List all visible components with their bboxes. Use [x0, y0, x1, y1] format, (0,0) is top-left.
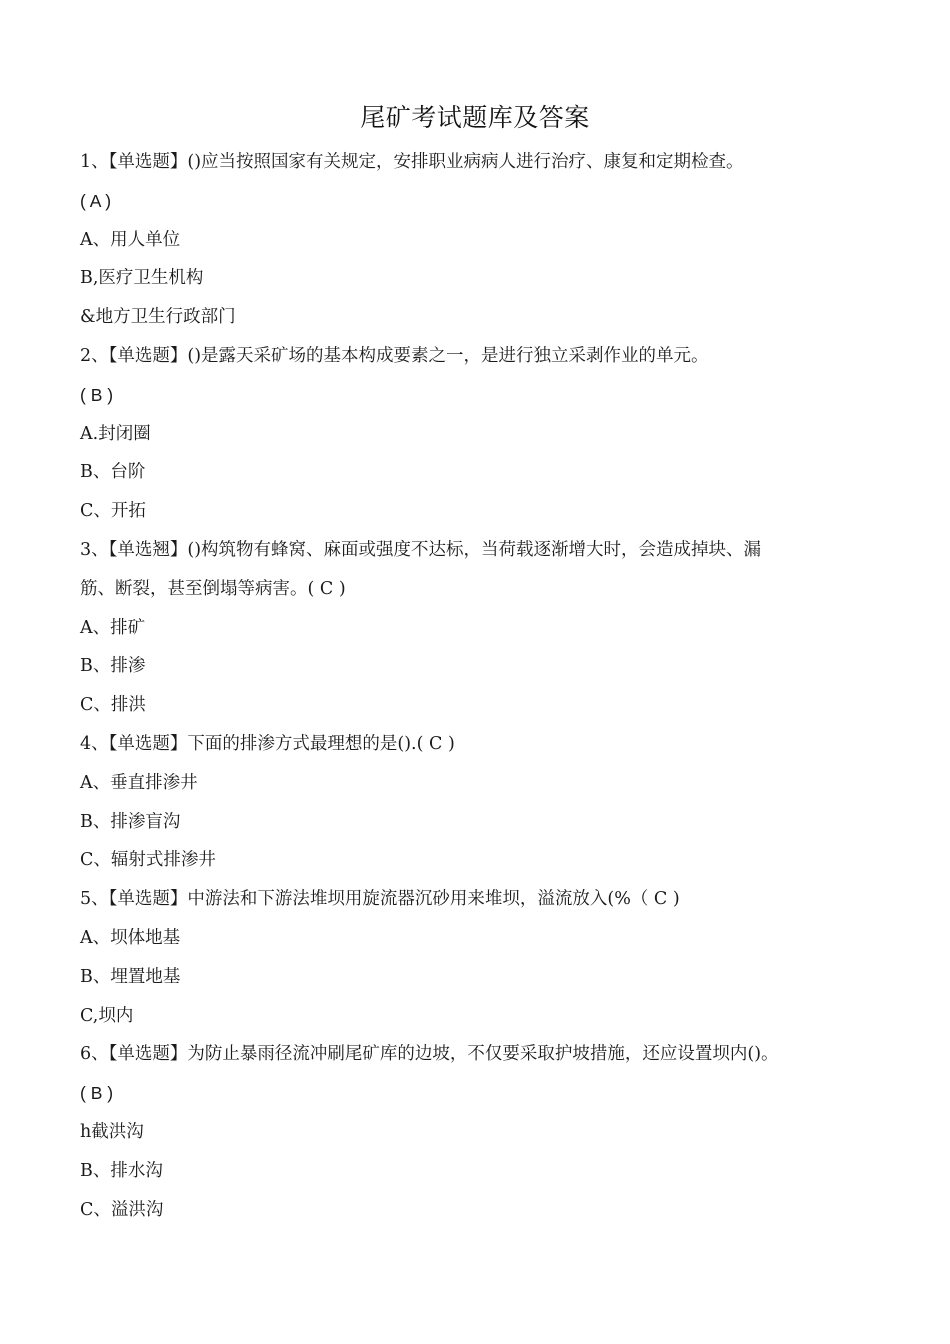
question-4-stem: 4、【单选题】下面的排渗方式最理想的是().( C ): [80, 733, 455, 754]
question-1-option-b: B,医疗卫生机构: [80, 268, 204, 289]
question-2-option-b: B、台阶: [80, 462, 146, 483]
question-1-answer: ( A ): [80, 190, 112, 211]
question-6-option-c: C、溢洪沟: [80, 1199, 164, 1220]
question-5-option-a: A、坝体地基: [80, 927, 181, 948]
question-4-option-c: C、辐射式排渗井: [80, 850, 216, 871]
question-1-option-c: &地方卫生行政部门: [80, 307, 236, 328]
question-5-option-b: B、埋置地基: [80, 966, 181, 987]
question-6-stem: 6、【单选题】为防止暴雨径流冲刷尾矿库的边坡，不仅要采取护坡措施，还应设置坝内()。: [80, 1044, 779, 1065]
question-6-option-b: B、排水沟: [80, 1160, 163, 1181]
question-1-option-a: A、用人单位: [80, 229, 181, 250]
question-6-answer: ( B ): [80, 1083, 114, 1104]
question-5-option-c: C,坝内: [80, 1005, 134, 1026]
question-2-option-c: C、开拓: [80, 501, 146, 522]
question-list: [80, 143, 880, 1229]
question-3-stem: 3、【单选翘】()构筑物有蜂窝、麻面或强度不达标，当荷载逐渐增大时，会造成掉块、漏: [80, 539, 762, 560]
question-2-stem: 2、【单选题】()是露天采矿场的基本构成要素之一，是进行独立采剥作业的单元。: [80, 345, 709, 366]
question-4-option-a: A、垂直排渗井: [80, 772, 198, 793]
question-4-option-b: B、排渗盲沟: [80, 811, 181, 832]
question-3-option-c: C、排洪: [80, 695, 146, 716]
question-2-answer: ( B ): [80, 384, 114, 405]
question-6-option-a: h截洪沟: [80, 1121, 144, 1142]
question-2-option-a: A.封闭圈: [80, 423, 151, 444]
question-3-stem-continued: 筋、断裂，甚至倒塌等病害。( C ): [80, 578, 346, 599]
question-1-stem: 1、【单选题】()应当按照国家有关规定，安排职业病病人进行治疗、康复和定期检查。: [80, 152, 744, 172]
question-5-stem: 5、【单选题】中游法和下游法堆坝用旋流器沉砂用来堆坝，溢流放入(%（ C ): [80, 889, 680, 910]
document-title: 尾矿考试题库及答案: [360, 103, 590, 132]
question-3-option-a: A、排矿: [80, 617, 146, 638]
question-3-option-b: B、排渗: [80, 656, 146, 677]
